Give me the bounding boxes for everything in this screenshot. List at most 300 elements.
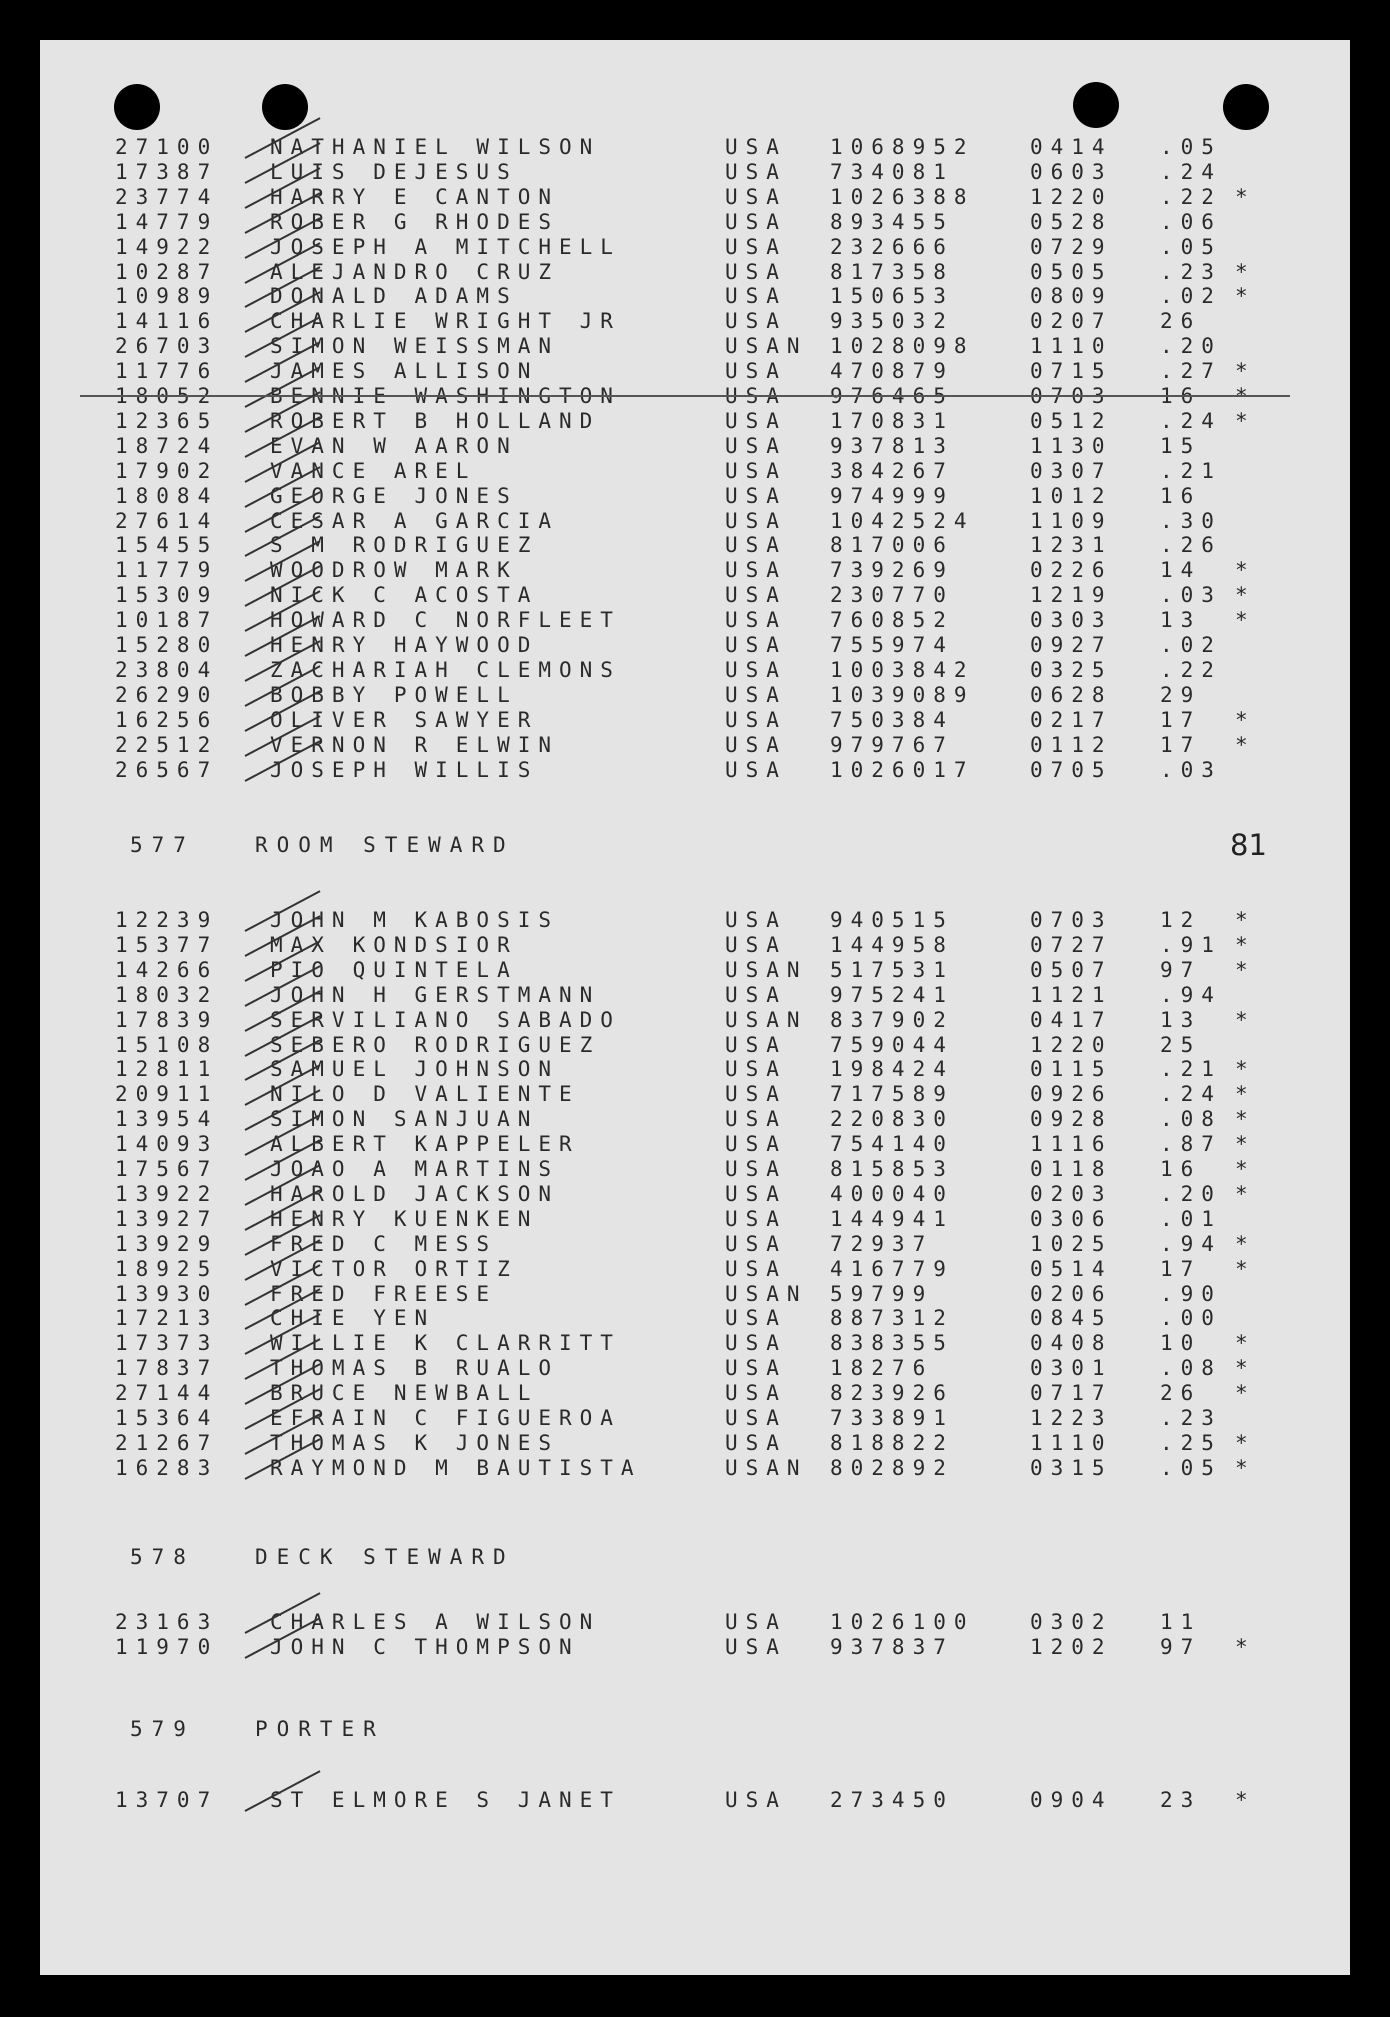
citizenship: USA [725, 408, 787, 433]
employee-name: SAMUEL JOHNSON [270, 1057, 560, 1082]
date-code: 0703 [1030, 384, 1113, 408]
decimal-value: .03 [1160, 757, 1222, 782]
employee-id: 11779 [115, 558, 219, 583]
roster-row [40, 284, 1350, 308]
decimal-value: 29 [1160, 682, 1202, 707]
decimal-value: 10 [1160, 1331, 1202, 1356]
date-code: 0307 [1030, 458, 1113, 483]
roster-row [40, 708, 1350, 732]
citizenship: USA [725, 583, 787, 608]
date-code: 0809 [1030, 284, 1113, 309]
roster-row [40, 1331, 1350, 1355]
citizenship: USA [725, 1430, 787, 1455]
document-number: 1026100 [830, 1610, 975, 1634]
date-code: 0926 [1030, 1082, 1113, 1107]
roster-row [40, 533, 1350, 557]
date-code: 1202 [1030, 1634, 1113, 1659]
roster-row [40, 1257, 1350, 1281]
citizenship: USA [725, 359, 787, 384]
date-code: 1109 [1030, 508, 1113, 533]
document-number: 1039089 [830, 682, 975, 707]
employee-id: 15455 [115, 533, 219, 558]
employee-id: 26567 [115, 757, 219, 782]
citizenship: USA [725, 1406, 787, 1430]
decimal-value: 12 [1160, 908, 1202, 932]
document-number: 18276 [830, 1356, 934, 1381]
document-number: 802892 [830, 1455, 954, 1480]
document-number: 1042524 [830, 508, 975, 533]
employee-name: ALEJANDRO CRUZ [270, 259, 560, 284]
citizenship: USA [725, 682, 787, 707]
decimal-value: 97 [1160, 1634, 1202, 1659]
document-page [40, 40, 1350, 1975]
decimal-value: .06 [1160, 209, 1222, 234]
citizenship: USA [725, 1181, 787, 1206]
employee-name: CESAR A GARCIA [270, 508, 560, 533]
roster-row [40, 958, 1350, 982]
punch-hole [1073, 82, 1119, 128]
employee-id: 27614 [115, 508, 219, 533]
decimal-value: .20 [1160, 1181, 1222, 1206]
decimal-value: .22 [1160, 184, 1222, 209]
citizenship: USA [725, 1356, 787, 1381]
employee-id: 11776 [115, 359, 219, 384]
roster-row [40, 633, 1350, 657]
date-code: 0705 [1030, 757, 1113, 782]
employee-name: CHARLES A WILSON [270, 1610, 601, 1634]
employee-name: JAMES ALLISON [270, 359, 539, 384]
date-code: 0512 [1030, 408, 1113, 433]
employee-id: 14116 [115, 309, 219, 334]
citizenship: USA [725, 1256, 787, 1281]
citizenship: USA [725, 558, 787, 583]
citizenship: USA [725, 284, 787, 309]
asterisk-mark: * [1235, 558, 1256, 583]
document-number: 232666 [830, 234, 954, 259]
asterisk-mark: * [1235, 1157, 1256, 1181]
citizenship: USA [725, 234, 787, 259]
citizenship: USA [725, 657, 787, 682]
employee-id: 14093 [115, 1132, 219, 1157]
citizenship: USAN [725, 1281, 808, 1306]
date-code: 0927 [1030, 633, 1113, 657]
decimal-value: 16 [1160, 1157, 1202, 1181]
employee-name: WOODROW MARK [270, 558, 518, 583]
citizenship: USA [725, 1306, 787, 1331]
roster-row [40, 1057, 1350, 1081]
document-number: 144941 [830, 1206, 954, 1231]
employee-name: BOBBY POWELL [270, 682, 518, 707]
employee-id: 22512 [115, 732, 219, 757]
asterisk-mark: * [1235, 1430, 1256, 1455]
date-code: 0301 [1030, 1356, 1113, 1381]
date-code: 1223 [1030, 1406, 1113, 1430]
citizenship: USA [725, 1132, 787, 1157]
decimal-value: .21 [1160, 1057, 1222, 1082]
roster-row [40, 1082, 1350, 1106]
document-number: 975241 [830, 982, 954, 1007]
employee-id: 17213 [115, 1306, 219, 1331]
roster-row [40, 1132, 1350, 1156]
employee-name: OLIVER SAWYER [270, 707, 539, 732]
decimal-value: .23 [1160, 259, 1222, 284]
employee-name: VICTOR ORTIZ [270, 1256, 518, 1281]
document-number: 1028098 [830, 334, 975, 359]
employee-id: 20911 [115, 1082, 219, 1107]
roster-row [40, 1456, 1350, 1480]
roster-row [40, 608, 1350, 632]
asterisk-mark: * [1235, 707, 1256, 732]
section-code: 577 [130, 833, 195, 857]
citizenship: USA [725, 982, 787, 1007]
roster-row [40, 359, 1350, 383]
roster-row [40, 983, 1350, 1007]
document-number: 976465 [830, 384, 954, 408]
date-code: 0118 [1030, 1157, 1113, 1181]
decimal-value: .94 [1160, 982, 1222, 1007]
employee-name: DONALD ADAMS [270, 284, 518, 309]
employee-name: JOAO A MARTINS [270, 1157, 560, 1181]
decimal-value: .24 [1160, 1082, 1222, 1107]
document-number: 887312 [830, 1306, 954, 1331]
employee-id: 14266 [115, 957, 219, 982]
date-code: 0414 [1030, 135, 1113, 159]
employee-name: THOMAS K JONES [270, 1430, 560, 1455]
decimal-value: .26 [1160, 533, 1222, 558]
asterisk-mark: * [1235, 932, 1256, 957]
decimal-value: .02 [1160, 633, 1222, 657]
employee-name: ROBERT B HOLLAND [270, 408, 601, 433]
employee-id: 15108 [115, 1032, 219, 1057]
document-number: 59799 [830, 1281, 934, 1306]
date-code: 0603 [1030, 159, 1113, 184]
employee-id: 15377 [115, 932, 219, 957]
document-number: 1026388 [830, 184, 975, 209]
employee-id: 15309 [115, 583, 219, 608]
date-code: 0325 [1030, 657, 1113, 682]
decimal-value: 25 [1160, 1032, 1202, 1057]
document-number: 170831 [830, 408, 954, 433]
citizenship: USA [725, 1107, 787, 1132]
employee-id: 13707 [115, 1788, 219, 1812]
date-code: 0302 [1030, 1610, 1113, 1634]
roster-row [40, 733, 1350, 757]
employee-name: EVAN W AARON [270, 433, 518, 458]
employee-name: HENRY KUENKEN [270, 1206, 539, 1231]
roster-row [40, 1306, 1350, 1330]
date-code: 0717 [1030, 1381, 1113, 1406]
document-number: 1003842 [830, 657, 975, 682]
roster-row [40, 185, 1350, 209]
date-code: 0514 [1030, 1256, 1113, 1281]
citizenship: USA [725, 1634, 787, 1659]
asterisk-mark: * [1235, 908, 1256, 932]
date-code: 0729 [1030, 234, 1113, 259]
document-number: 760852 [830, 608, 954, 633]
roster-row [40, 1431, 1350, 1455]
date-code: 0206 [1030, 1281, 1113, 1306]
decimal-value: 13 [1160, 608, 1202, 633]
roster-row [40, 1008, 1350, 1032]
citizenship: USAN [725, 957, 808, 982]
roster-row [40, 1182, 1350, 1206]
decimal-value: 11 [1160, 1610, 1202, 1634]
roster-row [40, 135, 1350, 159]
section-title: DECK STEWARD [254, 1545, 515, 1569]
date-code: 0408 [1030, 1331, 1113, 1356]
decimal-value: .22 [1160, 657, 1222, 682]
section-title: ROOM STEWARD [254, 833, 515, 857]
asterisk-mark: * [1235, 1181, 1256, 1206]
employee-name: SIMON SANJUAN [270, 1107, 539, 1132]
decimal-value: .90 [1160, 1281, 1222, 1306]
decimal-value: .03 [1160, 583, 1222, 608]
date-code: 1121 [1030, 982, 1113, 1007]
roster-row [40, 409, 1350, 433]
asterisk-mark: * [1235, 1455, 1256, 1480]
date-code: 1220 [1030, 184, 1113, 209]
roster-row [40, 908, 1350, 932]
decimal-value: 17 [1160, 732, 1202, 757]
document-number: 759044 [830, 1032, 954, 1057]
asterisk-mark: * [1235, 1788, 1256, 1812]
asterisk-mark: * [1235, 608, 1256, 633]
document-number: 837902 [830, 1007, 954, 1032]
decimal-value: .20 [1160, 334, 1222, 359]
decimal-value: .24 [1160, 408, 1222, 433]
employee-name: CHIE YEN [270, 1306, 436, 1331]
roster-row [40, 1356, 1350, 1380]
employee-name: CHARLIE WRIGHT JR [270, 309, 621, 334]
asterisk-mark: * [1235, 384, 1256, 408]
document-number: 72937 [830, 1231, 934, 1256]
document-number: 384267 [830, 458, 954, 483]
decimal-value: .05 [1160, 234, 1222, 259]
decimal-value: 17 [1160, 1256, 1202, 1281]
decimal-value: .21 [1160, 458, 1222, 483]
roster-row [40, 1406, 1350, 1430]
employee-id: 14779 [115, 209, 219, 234]
employee-name: HARRY E CANTON [270, 184, 560, 209]
document-number: 935032 [830, 309, 954, 334]
employee-id: 12365 [115, 408, 219, 433]
roster-row [40, 210, 1350, 234]
document-number: 1068952 [830, 135, 975, 159]
document-number: 979767 [830, 732, 954, 757]
employee-id: 17567 [115, 1157, 219, 1181]
section-header [130, 1716, 385, 1742]
citizenship: USA [725, 508, 787, 533]
date-code: 0207 [1030, 309, 1113, 334]
citizenship: USA [725, 633, 787, 657]
date-code: 1116 [1030, 1132, 1113, 1157]
section-header [130, 832, 515, 858]
employee-id: 13922 [115, 1181, 219, 1206]
asterisk-mark: * [1235, 1107, 1256, 1132]
employee-name: HAROLD JACKSON [270, 1181, 560, 1206]
roster-row [40, 434, 1350, 458]
citizenship: USA [725, 757, 787, 782]
asterisk-mark: * [1235, 1356, 1256, 1381]
decimal-value: .30 [1160, 508, 1222, 533]
roster-row [40, 933, 1350, 957]
document-number: 1026017 [830, 757, 975, 782]
decimal-value: .05 [1160, 135, 1222, 159]
document-number: 818822 [830, 1430, 954, 1455]
date-code: 0505 [1030, 259, 1113, 284]
document-number: 198424 [830, 1057, 954, 1082]
employee-id: 10989 [115, 284, 219, 309]
employee-id: 27144 [115, 1381, 219, 1406]
date-code: 0528 [1030, 209, 1113, 234]
employee-name: JOSEPH A MITCHELL [270, 234, 621, 259]
decimal-value: 23 [1160, 1788, 1202, 1812]
decimal-value: 16 [1160, 384, 1202, 408]
document-number: 937837 [830, 1634, 954, 1659]
decimal-value: .01 [1160, 1206, 1222, 1231]
citizenship: USA [725, 483, 787, 508]
decimal-value: .05 [1160, 1455, 1222, 1480]
date-code: 0203 [1030, 1181, 1113, 1206]
asterisk-mark: * [1235, 359, 1256, 384]
employee-id: 17837 [115, 1356, 219, 1381]
employee-name: S M RODRIGUEZ [270, 533, 539, 558]
decimal-value: 97 [1160, 957, 1202, 982]
citizenship: USA [725, 1331, 787, 1356]
employee-id: 10287 [115, 259, 219, 284]
roster-row [40, 1788, 1350, 1812]
employee-name: NATHANIEL WILSON [270, 135, 601, 159]
citizenship: USA [725, 209, 787, 234]
decimal-value: .08 [1160, 1356, 1222, 1381]
citizenship: USAN [725, 1007, 808, 1032]
employee-id: 13927 [115, 1206, 219, 1231]
asterisk-mark: * [1235, 1231, 1256, 1256]
roster-row [40, 1107, 1350, 1131]
decimal-value: .00 [1160, 1306, 1222, 1331]
roster-row [40, 1033, 1350, 1057]
employee-name: ST ELMORE S JANET [270, 1788, 621, 1812]
document-number: 893455 [830, 209, 954, 234]
employee-id: 12239 [115, 908, 219, 932]
document-number: 755974 [830, 633, 954, 657]
citizenship: USA [725, 1032, 787, 1057]
citizenship: USA [725, 159, 787, 184]
citizenship: USA [725, 932, 787, 957]
decimal-value: .94 [1160, 1231, 1222, 1256]
strike-through-line [80, 395, 1290, 397]
employee-name: BENNIE WASHINGTON [270, 384, 621, 408]
document-number: 470879 [830, 359, 954, 384]
roster-row [40, 309, 1350, 333]
employee-name: HENRY HAYWOOD [270, 633, 539, 657]
document-number: 416779 [830, 1256, 954, 1281]
punch-hole [262, 84, 308, 130]
decimal-value: .27 [1160, 359, 1222, 384]
employee-id: 23774 [115, 184, 219, 209]
date-code: 0904 [1030, 1788, 1113, 1812]
date-code: 0112 [1030, 732, 1113, 757]
roster-row [40, 658, 1350, 682]
employee-name: MAX KONDSIOR [270, 932, 518, 957]
employee-id: 18925 [115, 1256, 219, 1281]
asterisk-mark: * [1235, 184, 1256, 209]
date-code: 0727 [1030, 932, 1113, 957]
document-number: 940515 [830, 908, 954, 932]
date-code: 1025 [1030, 1231, 1113, 1256]
employee-name: BRUCE NEWBALL [270, 1381, 539, 1406]
date-code: 1110 [1030, 334, 1113, 359]
date-code: 0928 [1030, 1107, 1113, 1132]
employee-id: 26703 [115, 334, 219, 359]
decimal-value: 26 [1160, 1381, 1202, 1406]
citizenship: USA [725, 135, 787, 159]
document-number: 144958 [830, 932, 954, 957]
section-title: PORTER [254, 1717, 385, 1741]
employee-id: 12811 [115, 1057, 219, 1082]
employee-name: RAYMOND M BAUTISTA [270, 1455, 642, 1480]
date-code: 1220 [1030, 1032, 1113, 1057]
citizenship: USA [725, 1057, 787, 1082]
asterisk-mark: * [1235, 1331, 1256, 1356]
date-code: 0703 [1030, 908, 1113, 932]
citizenship: USA [725, 732, 787, 757]
date-code: 1110 [1030, 1430, 1113, 1455]
employee-id: 18052 [115, 384, 219, 408]
employee-id: 15280 [115, 633, 219, 657]
decimal-value: .91 [1160, 932, 1222, 957]
decimal-value: 17 [1160, 707, 1202, 732]
employee-id: 14922 [115, 234, 219, 259]
employee-id: 18084 [115, 483, 219, 508]
decimal-value: .08 [1160, 1107, 1222, 1132]
date-code: 0226 [1030, 558, 1113, 583]
page-number: 81 [1230, 828, 1267, 862]
document-number: 273450 [830, 1788, 954, 1812]
date-code: 0306 [1030, 1206, 1113, 1231]
employee-name: SIMON WEISSMAN [270, 334, 560, 359]
employee-id: 21267 [115, 1430, 219, 1455]
employee-id: 18032 [115, 982, 219, 1007]
employee-name: JOSEPH WILLIS [270, 757, 539, 782]
employee-id: 18724 [115, 433, 219, 458]
employee-name: JOHN C THOMPSON [270, 1634, 580, 1659]
employee-id: 17902 [115, 458, 219, 483]
employee-name: EFRAIN C FIGUEROA [270, 1406, 621, 1430]
employee-id: 10187 [115, 608, 219, 633]
decimal-value: .02 [1160, 284, 1222, 309]
employee-name: PIO QUINTELA [270, 957, 518, 982]
document-number: 817358 [830, 259, 954, 284]
citizenship: USA [725, 384, 787, 408]
employee-name: LUIS DEJESUS [270, 159, 518, 184]
citizenship: USAN [725, 334, 808, 359]
date-code: 0715 [1030, 359, 1113, 384]
decimal-value: 13 [1160, 1007, 1202, 1032]
employee-id: 13929 [115, 1231, 219, 1256]
asterisk-mark: * [1235, 583, 1256, 608]
roster-row [40, 1610, 1350, 1634]
employee-id: 17839 [115, 1007, 219, 1032]
roster-row [40, 758, 1350, 782]
document-number: 739269 [830, 558, 954, 583]
roster-row [40, 260, 1350, 284]
employee-name: VANCE AREL [270, 458, 477, 483]
document-number: 817006 [830, 533, 954, 558]
employee-name: WILLIE K CLARRITT [270, 1331, 621, 1356]
employee-id: 23163 [115, 1610, 219, 1634]
asterisk-mark: * [1235, 1256, 1256, 1281]
